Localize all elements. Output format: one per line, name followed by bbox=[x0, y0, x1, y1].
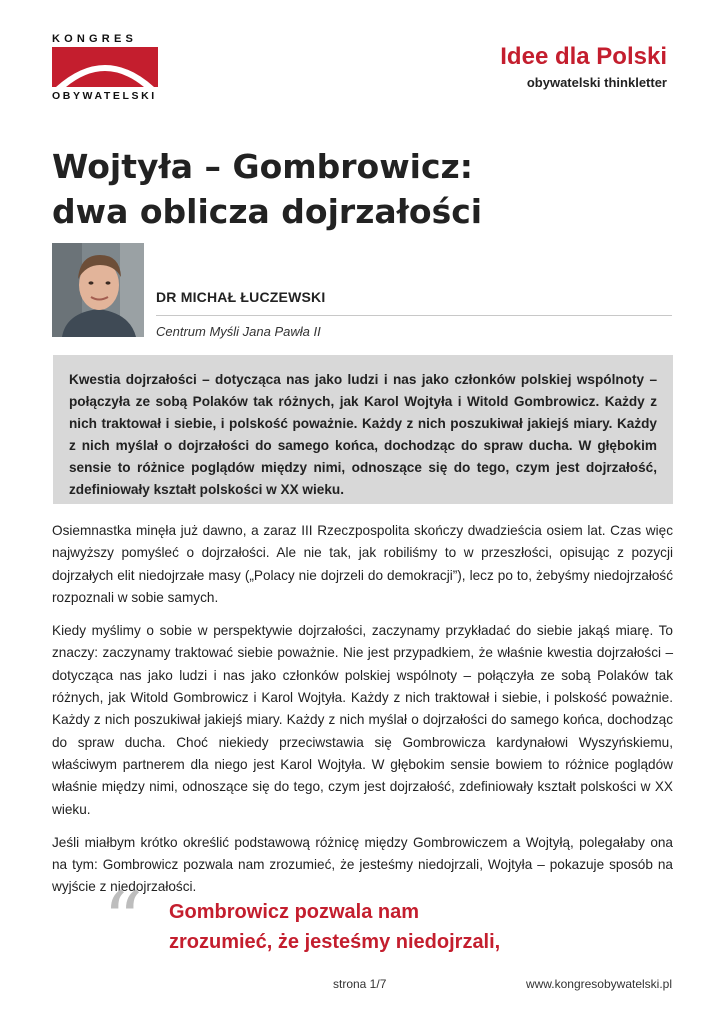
publication-brand bbox=[500, 43, 667, 90]
kongres-obywatelski-logo[interactable] bbox=[52, 33, 158, 102]
logo-text-top: KONGRES bbox=[52, 33, 138, 45]
author-photo bbox=[52, 243, 144, 337]
author-name: DR MICHAŁ ŁUCZEWSKI bbox=[156, 289, 326, 305]
body-paragraph: Kiedy myślimy o sobie w perspektywie dojrzałości, zaczynamy przykładać do siebie jakąś miarę. To znaczy: zaczynamy traktować siebie poważnie. Nie jest przypadkiem, że właśnie kwestia dojrzałości – dotycząca nas jako ludzi i nas jako członków polskiej wspólnoty – połączyła ze sobą Polaków tak różnych, jak Witold Gombrowicz i Karol Wojtyła. Każdy z nich traktował i siebie, i polskość poważnie. Każdy z nich poszukiwał jakiejś miary. Każdy z nich myślał o dojrzałości do samego końca, dochodząc do spraw ducha. Choć niekiedy przeciwstawia się Gombrowicza kardynałowi Wyszyńskiemu, właściwym partnerem dla niego jest Karol Wojtyła. W głębokim sensie bowiem to różnice poglądów właśnie między nimi, odnoszące się do tego, czym jest dojrzałość, zdefiniowały kształt polskości w XX wieku. bbox=[52, 623, 673, 817]
author-info bbox=[156, 289, 676, 339]
pull-quote-line-2: zrozumieć, że jesteśmy niedojrzali, bbox=[169, 931, 501, 953]
pull-quote-line-1: Gombrowicz pozwala nam bbox=[169, 901, 420, 923]
article-title bbox=[52, 144, 672, 234]
title-line-2: dwa oblicza dojrzałości bbox=[52, 192, 483, 231]
logo-text-bottom: OBYWATELSKI bbox=[52, 90, 157, 102]
author-organization: Centrum Myśli Jana Pawła II bbox=[156, 324, 321, 339]
pull-quote bbox=[169, 897, 629, 957]
author-portrait-icon bbox=[52, 243, 144, 337]
title-line-1: Wojtyła – Gombrowicz: bbox=[52, 147, 473, 186]
article-body bbox=[52, 520, 673, 910]
logo-roof-icon bbox=[52, 47, 158, 87]
website-link[interactable]: www.kongresobywatelski.pl bbox=[525, 977, 672, 991]
lead-box bbox=[53, 355, 673, 504]
lead-text: Kwestia dojrzałości – dotycząca nas jako ludzi i nas jako członków polskiej wspólnoty – połączyła ze sobą Polaków tak różnych, jak Karol Wojtyła i Witold Gombrowicz. Każdy z nich traktował i siebie, i polskość poważnie. Każdy z nich poszukiwał jakiejś miary. Każdy z nich myślał o dojrzałości do samego końca, dochodząc do spraw ducha. W głębokim sensie to różnice poglądów między nimi, odnoszące się do tego, czym jest dojrzałość, zdefiniowały kształt polskości w XX wieku. bbox=[69, 372, 657, 497]
quote-mark-icon: “ bbox=[103, 876, 143, 966]
page-number: strona 1/7 bbox=[333, 977, 387, 991]
author-divider bbox=[156, 315, 672, 316]
brand-title: Idee dla Polski bbox=[500, 43, 667, 70]
brand-subtitle: obywatelski thinkletter bbox=[526, 75, 667, 90]
body-paragraph: Jeśli miałbym krótko określić podstawową różnicę między Gombrowiczem a Wojtyłą, polegałaby ona na tym: Gombrowicz pozwala nam zrozumieć, że jesteśmy niedojrzali, Wojtyła – pokazuje sposób na wyjście z niedojrzałości. bbox=[52, 834, 673, 895]
body-paragraph: Osiemnastka minęła już dawno, a zaraz III Rzeczpospolita skończy dwadzieścia osiem lat. Czas więc najwyższy pomyśleć o dojrzałości. Ale nie tak, jak robiliśmy to w przeszłości, opisując z pozycji dojrzałych elit niedojrzałe masy („Polacy nie dojrzeli do demokracji”), lecz po to, żebyśmy niedojrzałość rozpoznali w sobie samych. bbox=[52, 523, 673, 605]
